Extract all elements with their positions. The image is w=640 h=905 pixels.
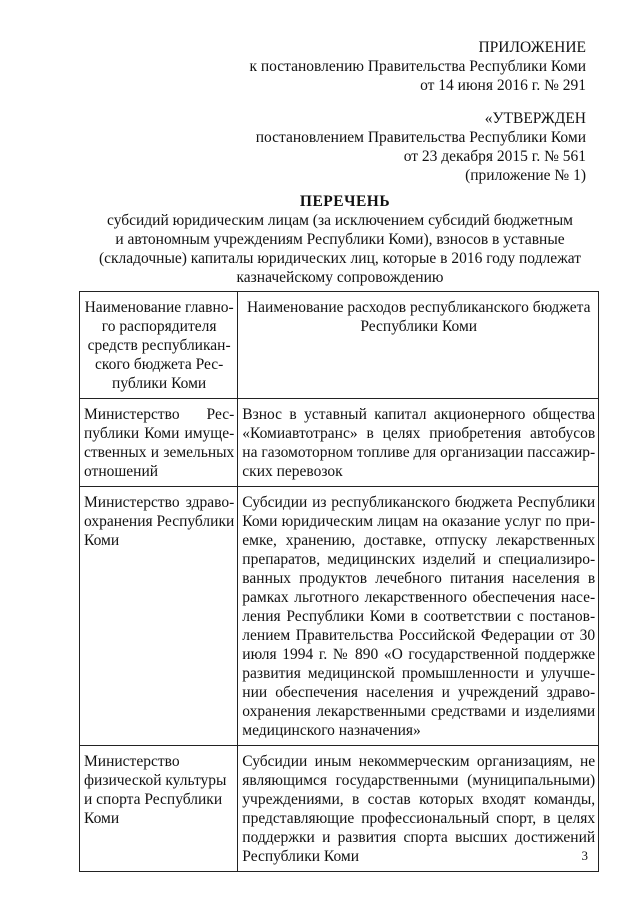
- approved-date: от 23 декабря 2015 г. № 561: [403, 148, 586, 165]
- table-header-row: [80, 292, 599, 399]
- cell-line: Министерство: [84, 753, 180, 770]
- cell-line: представляющие профессиональный спорт, в целях: [242, 810, 596, 827]
- table-row: [80, 487, 599, 746]
- appendix-ref: к постановлению Правительства Республики Коми: [249, 58, 586, 75]
- subtitle-line: и автономным учреждениям Республики Коми), взносов в уставные: [115, 231, 565, 248]
- cell-line: ления Республики Коми в соответствии с постанов-: [242, 608, 596, 625]
- approved-title: «УТВЕРЖДЕН: [484, 110, 586, 127]
- table-row: [80, 399, 599, 487]
- table-row: [80, 746, 599, 872]
- cell-line: го распорядителя: [101, 318, 217, 335]
- cell-line: Наименование главно-: [84, 299, 234, 316]
- cell-line: публики Коми: [112, 375, 207, 392]
- cell-line: ственных и земельных: [84, 444, 235, 461]
- cell-line: ских перевозок: [242, 463, 343, 480]
- cell-line: и спорта Республики: [84, 791, 223, 808]
- cell-line: Коми юридическим лицам на оказание услуг по при-: [242, 513, 596, 530]
- approved-header: [256, 109, 586, 185]
- cell-line: нии обеспечения населения и учреждений здраво-: [242, 684, 596, 701]
- cell-line: Министерство Рес-: [84, 406, 235, 423]
- cell-line: Наименование расходов республиканского бюджета: [246, 299, 591, 316]
- cell-line: публики Коми имуще-: [84, 425, 235, 442]
- row-expense-cell: [238, 399, 599, 487]
- page-number: 3: [581, 848, 588, 863]
- cell-line: охранения Республики: [84, 513, 235, 530]
- cell-line: являющимся государственными (муниципальными): [242, 772, 596, 789]
- cell-line: на газомоторном топливе для организации пассажир-: [242, 444, 596, 461]
- subtitle-line: (складочные) капиталы юридических лиц, которые в 2016 году подлежат: [98, 250, 582, 267]
- row-distributor-cell: [80, 399, 238, 487]
- cell-line: средств республикан-: [87, 337, 231, 354]
- appendix-date: от 14 июня 2016 г. № 291: [420, 77, 586, 94]
- cell-line: отношений: [84, 463, 159, 480]
- appendix-title: ПРИЛОЖЕНИЕ: [478, 39, 586, 56]
- cell-line: Республики Коми: [360, 318, 478, 335]
- cell-line: Коми: [84, 810, 120, 827]
- cell-line: рамках льготного лекарственного обеспечения насе-: [242, 589, 596, 606]
- cell-line: препаратов, медицинских изделий и специализиро-: [242, 551, 596, 568]
- cell-line: лением Правительства Российской Федерации от 30: [242, 627, 596, 644]
- cell-line: ского бюджета Рес-: [94, 356, 224, 373]
- document-subtitle: [90, 211, 590, 287]
- row-distributor-cell: [80, 746, 238, 872]
- appendix-header: [249, 38, 586, 95]
- cell-line: Коми: [84, 532, 120, 549]
- cell-line: Субсидии из республиканского бюджета Республики: [242, 494, 596, 511]
- approved-appendix-note: (приложение № 1): [465, 167, 586, 184]
- cell-line: Взнос в уставный капитал акционерного общества: [242, 406, 596, 423]
- cell-line: медицинского назначения»: [242, 722, 421, 739]
- cell-line: июля 1994 г. № 890 «О государственной поддержке: [242, 646, 596, 663]
- row-expense-cell: [238, 487, 599, 746]
- subtitle-line: субсидий юридическим лицам (за исключением субсидий бюджетным: [107, 212, 573, 229]
- row-expense-cell: [238, 746, 599, 872]
- cell-line: Министерство здраво-: [84, 494, 235, 511]
- cell-line: Республики Коми: [242, 848, 360, 865]
- subtitle-line: казначейскому сопровождению: [236, 269, 444, 286]
- subsidies-table: [79, 291, 599, 872]
- row-distributor-cell: [80, 487, 238, 746]
- cell-line: учреждениями, в состав которых входят команды,: [242, 791, 596, 808]
- cell-line: «Комиавтотранс» в целях приобретения автобусов: [242, 425, 596, 442]
- cell-line: развития медицинской промышленности и улучше-: [242, 665, 596, 682]
- cell-line: ванных продуктов лечебного питания населения в: [242, 570, 596, 587]
- cell-line: Субсидии иным некоммерческим организациям, не: [242, 753, 596, 770]
- header-cell-distributor: [80, 292, 238, 399]
- cell-line: поддержки и развития спорта высших достижений: [242, 829, 596, 846]
- header-cell-expenses: [238, 292, 599, 399]
- cell-line: охранения лекарственными средствами и изделиями: [242, 703, 596, 720]
- document-title: ПЕРЕЧЕНЬ: [299, 193, 391, 210]
- approved-ref: постановлением Правительства Республики Коми: [255, 129, 586, 146]
- cell-line: физической культуры: [84, 772, 227, 789]
- cell-line: емке, хранению, доставке, отпуску лекарственных: [242, 532, 596, 549]
